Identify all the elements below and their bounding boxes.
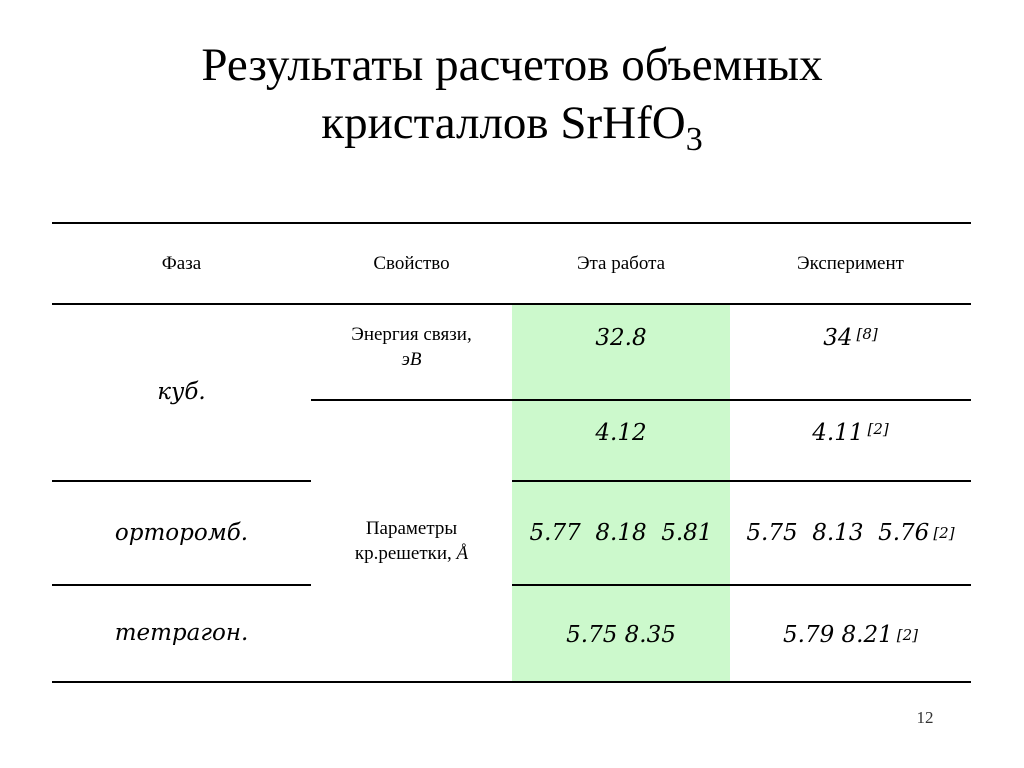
work-value-cubic-lattice: 4.12 — [595, 420, 647, 446]
property-lattice-label-2: кр.решетки, — [354, 542, 452, 564]
exp-value-cubic-lattice — [730, 420, 971, 466]
header-property: Свойство — [373, 252, 450, 274]
slide-title — [0, 36, 1024, 158]
exp-value-tetra-ref: [2] — [896, 626, 918, 644]
phase-cubic: куб. — [157, 379, 206, 405]
exp-value-cubic-number: 4.11 — [812, 420, 864, 446]
exp-value-cubic-ref: [2] — [867, 420, 889, 438]
exp-value-tetra-lattice — [730, 585, 971, 685]
work-value-ortho-lattice: 5.77 8.18 5.81 — [529, 519, 713, 546]
title-subscript: 3 — [685, 121, 703, 158]
property-energy-label: Энергия связи, — [351, 324, 472, 345]
property-binding-energy — [311, 322, 512, 382]
exp-value-ortho-number: 5.75 8.13 5.76 — [746, 519, 930, 546]
header-phase: Фаза — [161, 252, 202, 274]
header-this-work: Эта работа — [576, 252, 666, 274]
exp-value-energy — [730, 325, 971, 381]
phase-orthorhombic: орторомб. — [114, 519, 249, 546]
property-lattice-params — [311, 400, 512, 681]
exp-value-ortho-ref: [2] — [933, 523, 955, 542]
exp-value-tetra-number: 5.79 8.21 — [783, 622, 893, 648]
work-value-energy: 32.8 — [595, 325, 647, 351]
exp-value-ortho-lattice — [730, 481, 971, 584]
page-number: 12 — [916, 708, 934, 727]
property-lattice-unit: Å — [456, 542, 469, 564]
property-lattice-label-1: Параметры — [365, 517, 458, 539]
work-value-tetra-lattice: 5.75 8.35 — [566, 622, 676, 648]
exp-value-energy-ref: [8] — [856, 325, 878, 343]
title-line-2: кристаллов SrHfO — [321, 97, 686, 149]
phase-tetragonal: тетрагон. — [114, 620, 249, 646]
header-experiment: Эксперимент — [797, 252, 904, 274]
property-energy-unit: эВ — [401, 349, 422, 370]
exp-value-energy-number: 34 — [823, 325, 853, 351]
title-line-1: Результаты расчетов объемных — [201, 39, 823, 91]
